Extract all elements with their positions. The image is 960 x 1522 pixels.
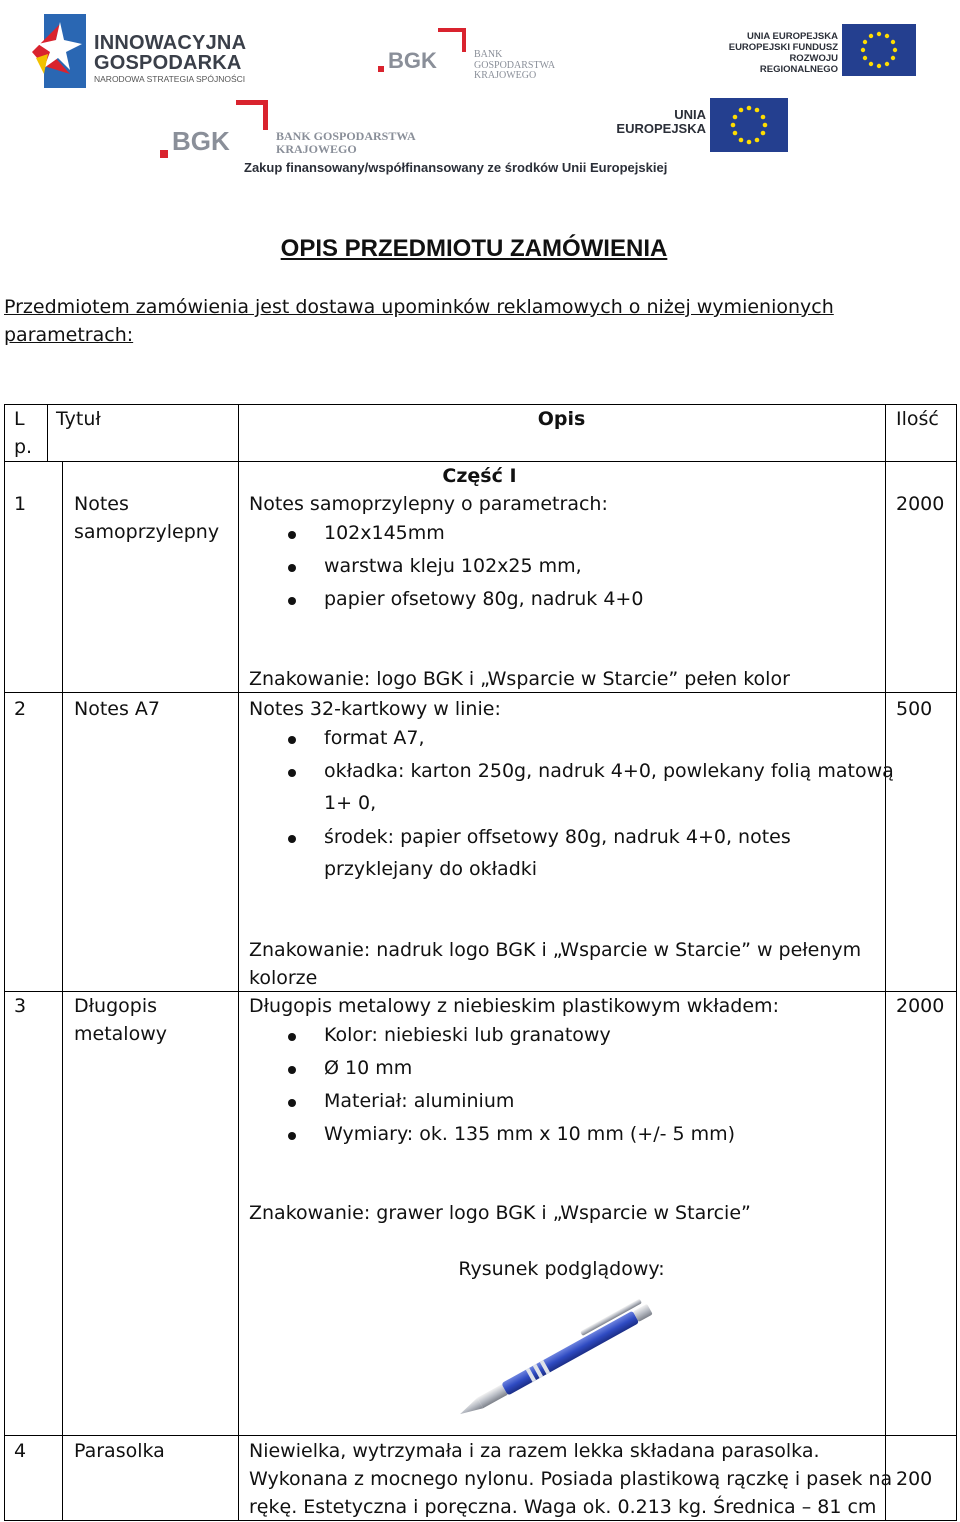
row3-bullet-2: Ø 10 mm [324, 1057, 413, 1079]
header-title: Tytuł [56, 408, 101, 430]
row-divider [4, 1435, 957, 1436]
column-divider [62, 461, 63, 1521]
row3-lp: 3 [14, 995, 27, 1017]
header-lp-1: L [14, 408, 25, 430]
bgk-name: BANK GOSPODARSTWA KRAJOWEGO [276, 129, 416, 156]
ig-logo-line2: GOSPODARKA [94, 52, 242, 74]
row2-qty: 500 [896, 698, 933, 720]
eu-fund-text: UNIA EUROPEJSKA EUROPEJSKI FUNDUSZ ROZWOJU REGIONALNEGO [728, 31, 838, 75]
ig-logo-line1: INNOWACYJNA [94, 32, 247, 54]
row3-qty: 2000 [896, 995, 945, 1017]
row4-desc-2: Wykonana z mocnego nylonu. Posiada plastikową rączkę i pasek na [249, 1468, 893, 1490]
row2-bullet-1: format A7, [324, 727, 425, 749]
row1-intro: Notes samoprzylepny o parametrach: [249, 493, 608, 515]
column-divider [47, 404, 48, 462]
bullet-icon [288, 564, 296, 572]
row4-desc-1: Niewielka, wytrzymała i za razem lekka składana parasolka. [249, 1440, 820, 1462]
row3-title-2: metalowy [74, 1023, 167, 1045]
table-border-left [4, 404, 5, 1521]
table-border-right [956, 404, 957, 1521]
row1-title-1: Notes [74, 493, 129, 515]
bgk-letters: BGK [172, 126, 230, 156]
bullet-icon [288, 1132, 296, 1140]
header-desc: Opis [537, 408, 586, 430]
row2-bullet-2-cont: 1+ 0, [324, 792, 377, 814]
header-lp-2: p. [14, 436, 33, 458]
row2-title-1: Notes A7 [74, 698, 161, 720]
pen-preview-image [440, 1296, 690, 1416]
row1-lp: 1 [14, 493, 27, 515]
ig-logo-line3: NARODOWA STRATEGIA SPÓJNOŚCI [94, 74, 246, 84]
cofinancing-note: Zakup finansowany/współfinansowany ze środków Unii Europejskiej [244, 160, 668, 175]
row3-intro: Długopis metalowy z niebieskim plastikowym wkładem: [249, 995, 779, 1017]
row2-bullet-2: okładka: karton 250g, nadruk 4+0, powlekany folią matową [324, 760, 894, 782]
bullet-icon [288, 736, 296, 744]
header-qty: Ilość [896, 408, 939, 430]
column-divider [238, 404, 239, 1521]
bgk-name: BANK GOSPODARSTWA KRAJOWEGO [474, 49, 555, 81]
bullet-icon [288, 1099, 296, 1107]
column-divider [885, 404, 886, 1521]
row3-bullet-1: Kolor: niebieski lub granatowy [324, 1024, 611, 1046]
bullet-icon [288, 531, 296, 539]
document-title: OPIS PRZEDMIOTU ZAMÓWIENIA [280, 235, 668, 262]
bullet-icon [288, 769, 296, 777]
bullet-icon [288, 1033, 296, 1041]
intro-paragraph: Przedmiotem zamówienia jest dostawa upominków reklamowych o niżej wymienionych parametrach: [4, 296, 834, 346]
row3-bullet-4: Wymiary: ok. 135 mm x 10 mm (+/- 5 mm) [324, 1123, 736, 1145]
row2-bullet-3: środek: papier offsetowy 80g, nadruk 4+0, notes [324, 826, 791, 848]
bullet-icon [288, 597, 296, 605]
part-label: Część I [442, 465, 517, 487]
row4-lp: 4 [14, 1440, 27, 1462]
row4-qty: 200 [896, 1468, 933, 1490]
row4-desc-3: rękę. Estetyczna i poręczna. Waga ok. 0.213 kg. Średnica – 81 cm [249, 1496, 877, 1518]
row4-title-1: Parasolka [74, 1440, 165, 1462]
row3-bullet-3: Materiał: aluminium [324, 1090, 515, 1112]
row3-preview-label: Rysunek podglądowy: [458, 1258, 665, 1280]
row2-intro: Notes 32-kartkowy w linie: [249, 698, 501, 720]
row1-bullet-1: 102x145mm [324, 522, 445, 544]
bullet-icon [288, 835, 296, 843]
row2-bullet-3-cont: przyklejany do okładki [324, 858, 538, 880]
row1-bullet-3: papier ofsetowy 80g, nadruk 4+0 [324, 588, 644, 610]
row3-title-1: Długopis [74, 995, 157, 1017]
row1-qty: 2000 [896, 493, 945, 515]
row1-marking: Znakowanie: logo BGK i „Wsparcie w Starcie” pełen kolor [249, 668, 790, 690]
row3-marking: Znakowanie: grawer logo BGK i „Wsparcie w Starcie” [249, 1202, 751, 1224]
row1-bullet-2: warstwa kleju 102x25 mm, [324, 555, 582, 577]
bgk-letters: BGK [388, 48, 437, 73]
eu-text: UNIA EUROPEJSKA [616, 107, 706, 137]
row1-title-2: samoprzylepny [74, 521, 220, 543]
row2-lp: 2 [14, 698, 27, 720]
row2-marking-1: Znakowanie: nadruk logo BGK i „Wsparcie w Starcie” w pełenym [249, 939, 862, 961]
bullet-icon [288, 1066, 296, 1074]
row2-marking-2: kolorze [249, 967, 318, 989]
